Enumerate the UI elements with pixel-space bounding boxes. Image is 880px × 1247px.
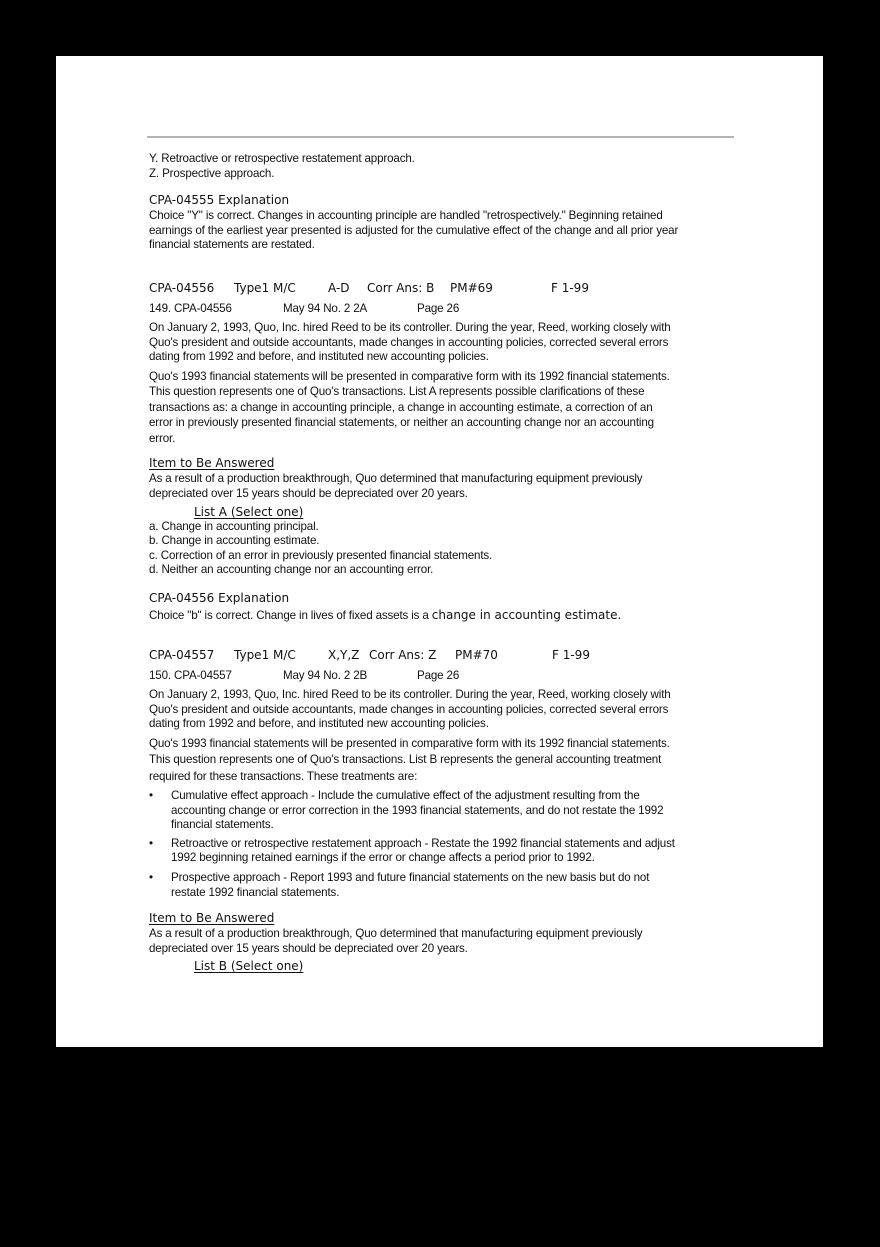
paragraph-line: Quo's president and outside accountants, made changes in accounting policies, corrected several errors xyxy=(149,336,669,349)
paragraph-line: dating from 1992 and before, and instituted new accounting policies. xyxy=(149,350,489,363)
paragraph-line: Quo's president and outside accountants, made changes in accounting policies, corrected several errors xyxy=(149,703,669,716)
document-page xyxy=(56,56,823,1047)
bullet-line: Prospective approach - Report 1993 and future financial statements on the new basis but do not xyxy=(171,871,650,884)
paragraph-line: transactions as: a change in accounting principle, a change in accounting estimate, a correction of an xyxy=(149,401,653,414)
paragraph-line: error. xyxy=(149,432,176,445)
explanation-text-emphasis: change in accounting estimate. xyxy=(431,608,622,622)
explanation-line: Choice "Y" is correct. Changes in accounting principle are handled "retrospectively." Beginning retained xyxy=(149,209,663,222)
list-b-heading: List B (Select one) xyxy=(194,959,304,973)
question-type: Type1 M/C xyxy=(234,648,296,662)
question-range: A-D xyxy=(328,281,350,295)
answer-choice-a: a. Change in accounting principal. xyxy=(149,520,319,533)
bullet-line: accounting change or error correction in the 1993 financial statements, and do not restate the 1992 xyxy=(171,804,664,817)
item-heading: Item to Be Answered xyxy=(149,911,275,925)
paragraph-line: error in previously presented financial statements, or neither an accounting change nor an accounting xyxy=(149,416,654,429)
bullet-icon: • xyxy=(149,789,154,802)
list-a-heading: List A (Select one) xyxy=(194,505,304,519)
paragraph-line: This question represents one of Quo's transactions. List B represents the general accounting treatment xyxy=(149,753,662,766)
explanation-heading-04555: CPA-04555 Explanation xyxy=(149,193,290,207)
question-type: Type1 M/C xyxy=(234,281,296,295)
page-reference: Page 26 xyxy=(417,302,460,315)
explanation-text-part: Choice "b" is correct. Change in lives of fixed assets is a xyxy=(149,609,432,622)
answer-choice-c: c. Correction of an error in previously presented financial statements. xyxy=(149,549,493,562)
correct-answer: Corr Ans: Z xyxy=(369,648,437,662)
bullet-icon: • xyxy=(149,837,154,850)
paragraph-line: required for these transactions. These treatments are: xyxy=(149,770,418,783)
question-number: 149. CPA-04556 xyxy=(149,302,232,315)
answer-choice-d: d. Neither an accounting change nor an accounting error. xyxy=(149,563,434,576)
paragraph-line: Quo's 1993 financial statements will be presented in comparative form with its 1992 financial statements. xyxy=(149,737,670,750)
paragraph-line: dating from 1992 and before, and instituted new accounting policies. xyxy=(149,717,489,730)
question-id: CPA-04557 xyxy=(149,648,215,662)
question-number: 150. CPA-04557 xyxy=(149,669,232,682)
exam-reference: May 94 No. 2 2B xyxy=(283,669,368,682)
answer-choice-b: b. Change in accounting estimate. xyxy=(149,534,320,547)
header-rule xyxy=(147,136,734,138)
explanation-line: earnings of the earliest year presented is adjusted for the cumulative effect of the change and all prior year xyxy=(149,224,679,237)
paragraph-line: Quo's 1993 financial statements will be presented in comparative form with its 1992 financial statements. xyxy=(149,370,670,383)
explanation-line: financial statements are restated. xyxy=(149,238,315,251)
f-code: F 1-99 xyxy=(552,648,590,662)
bullet-line: 1992 beginning retained earnings if the error or change affects a period prior to 1992. xyxy=(171,851,595,864)
bullet-line: Cumulative effect approach - Include the cumulative effect of the adjustment resulting from the xyxy=(171,789,640,802)
item-text-line: As a result of a production breakthrough, Quo determined that manufacturing equipment previously xyxy=(149,927,643,940)
question-id: CPA-04556 xyxy=(149,281,215,295)
bullet-line: financial statements. xyxy=(171,818,274,831)
paragraph-line: On January 2, 1993, Quo, Inc. hired Reed to be its controller. During the year, Reed, working closely with xyxy=(149,688,671,701)
item-text-line: depreciated over 15 years should be depreciated over 20 years. xyxy=(149,487,468,500)
question-range: X,Y,Z xyxy=(328,648,360,662)
pm-number: PM#69 xyxy=(450,281,493,295)
correct-answer: Corr Ans: B xyxy=(367,281,435,295)
explanation-text xyxy=(149,606,621,624)
choice-z: Z. Prospective approach. xyxy=(149,167,275,180)
explanation-heading-04556: CPA-04556 Explanation xyxy=(149,591,290,605)
item-text-line: depreciated over 15 years should be depreciated over 20 years. xyxy=(149,942,468,955)
paragraph-line: This question represents one of Quo's transactions. List A represents possible clarifications of these xyxy=(149,385,645,398)
item-heading: Item to Be Answered xyxy=(149,456,275,470)
page-reference: Page 26 xyxy=(417,669,460,682)
bullet-line: Retroactive or retrospective restatement approach - Restate the 1992 financial statements and adjust xyxy=(171,837,675,850)
item-text-line: As a result of a production breakthrough, Quo determined that manufacturing equipment previously xyxy=(149,472,643,485)
bullet-line: restate 1992 financial statements. xyxy=(171,886,340,899)
paragraph-line: On January 2, 1993, Quo, Inc. hired Reed to be its controller. During the year, Reed, working closely with xyxy=(149,321,671,334)
exam-reference: May 94 No. 2 2A xyxy=(283,302,368,315)
f-code: F 1-99 xyxy=(551,281,589,295)
pm-number: PM#70 xyxy=(455,648,498,662)
bullet-icon: • xyxy=(149,871,154,884)
choice-y: Y. Retroactive or retrospective restatement approach. xyxy=(149,152,415,165)
